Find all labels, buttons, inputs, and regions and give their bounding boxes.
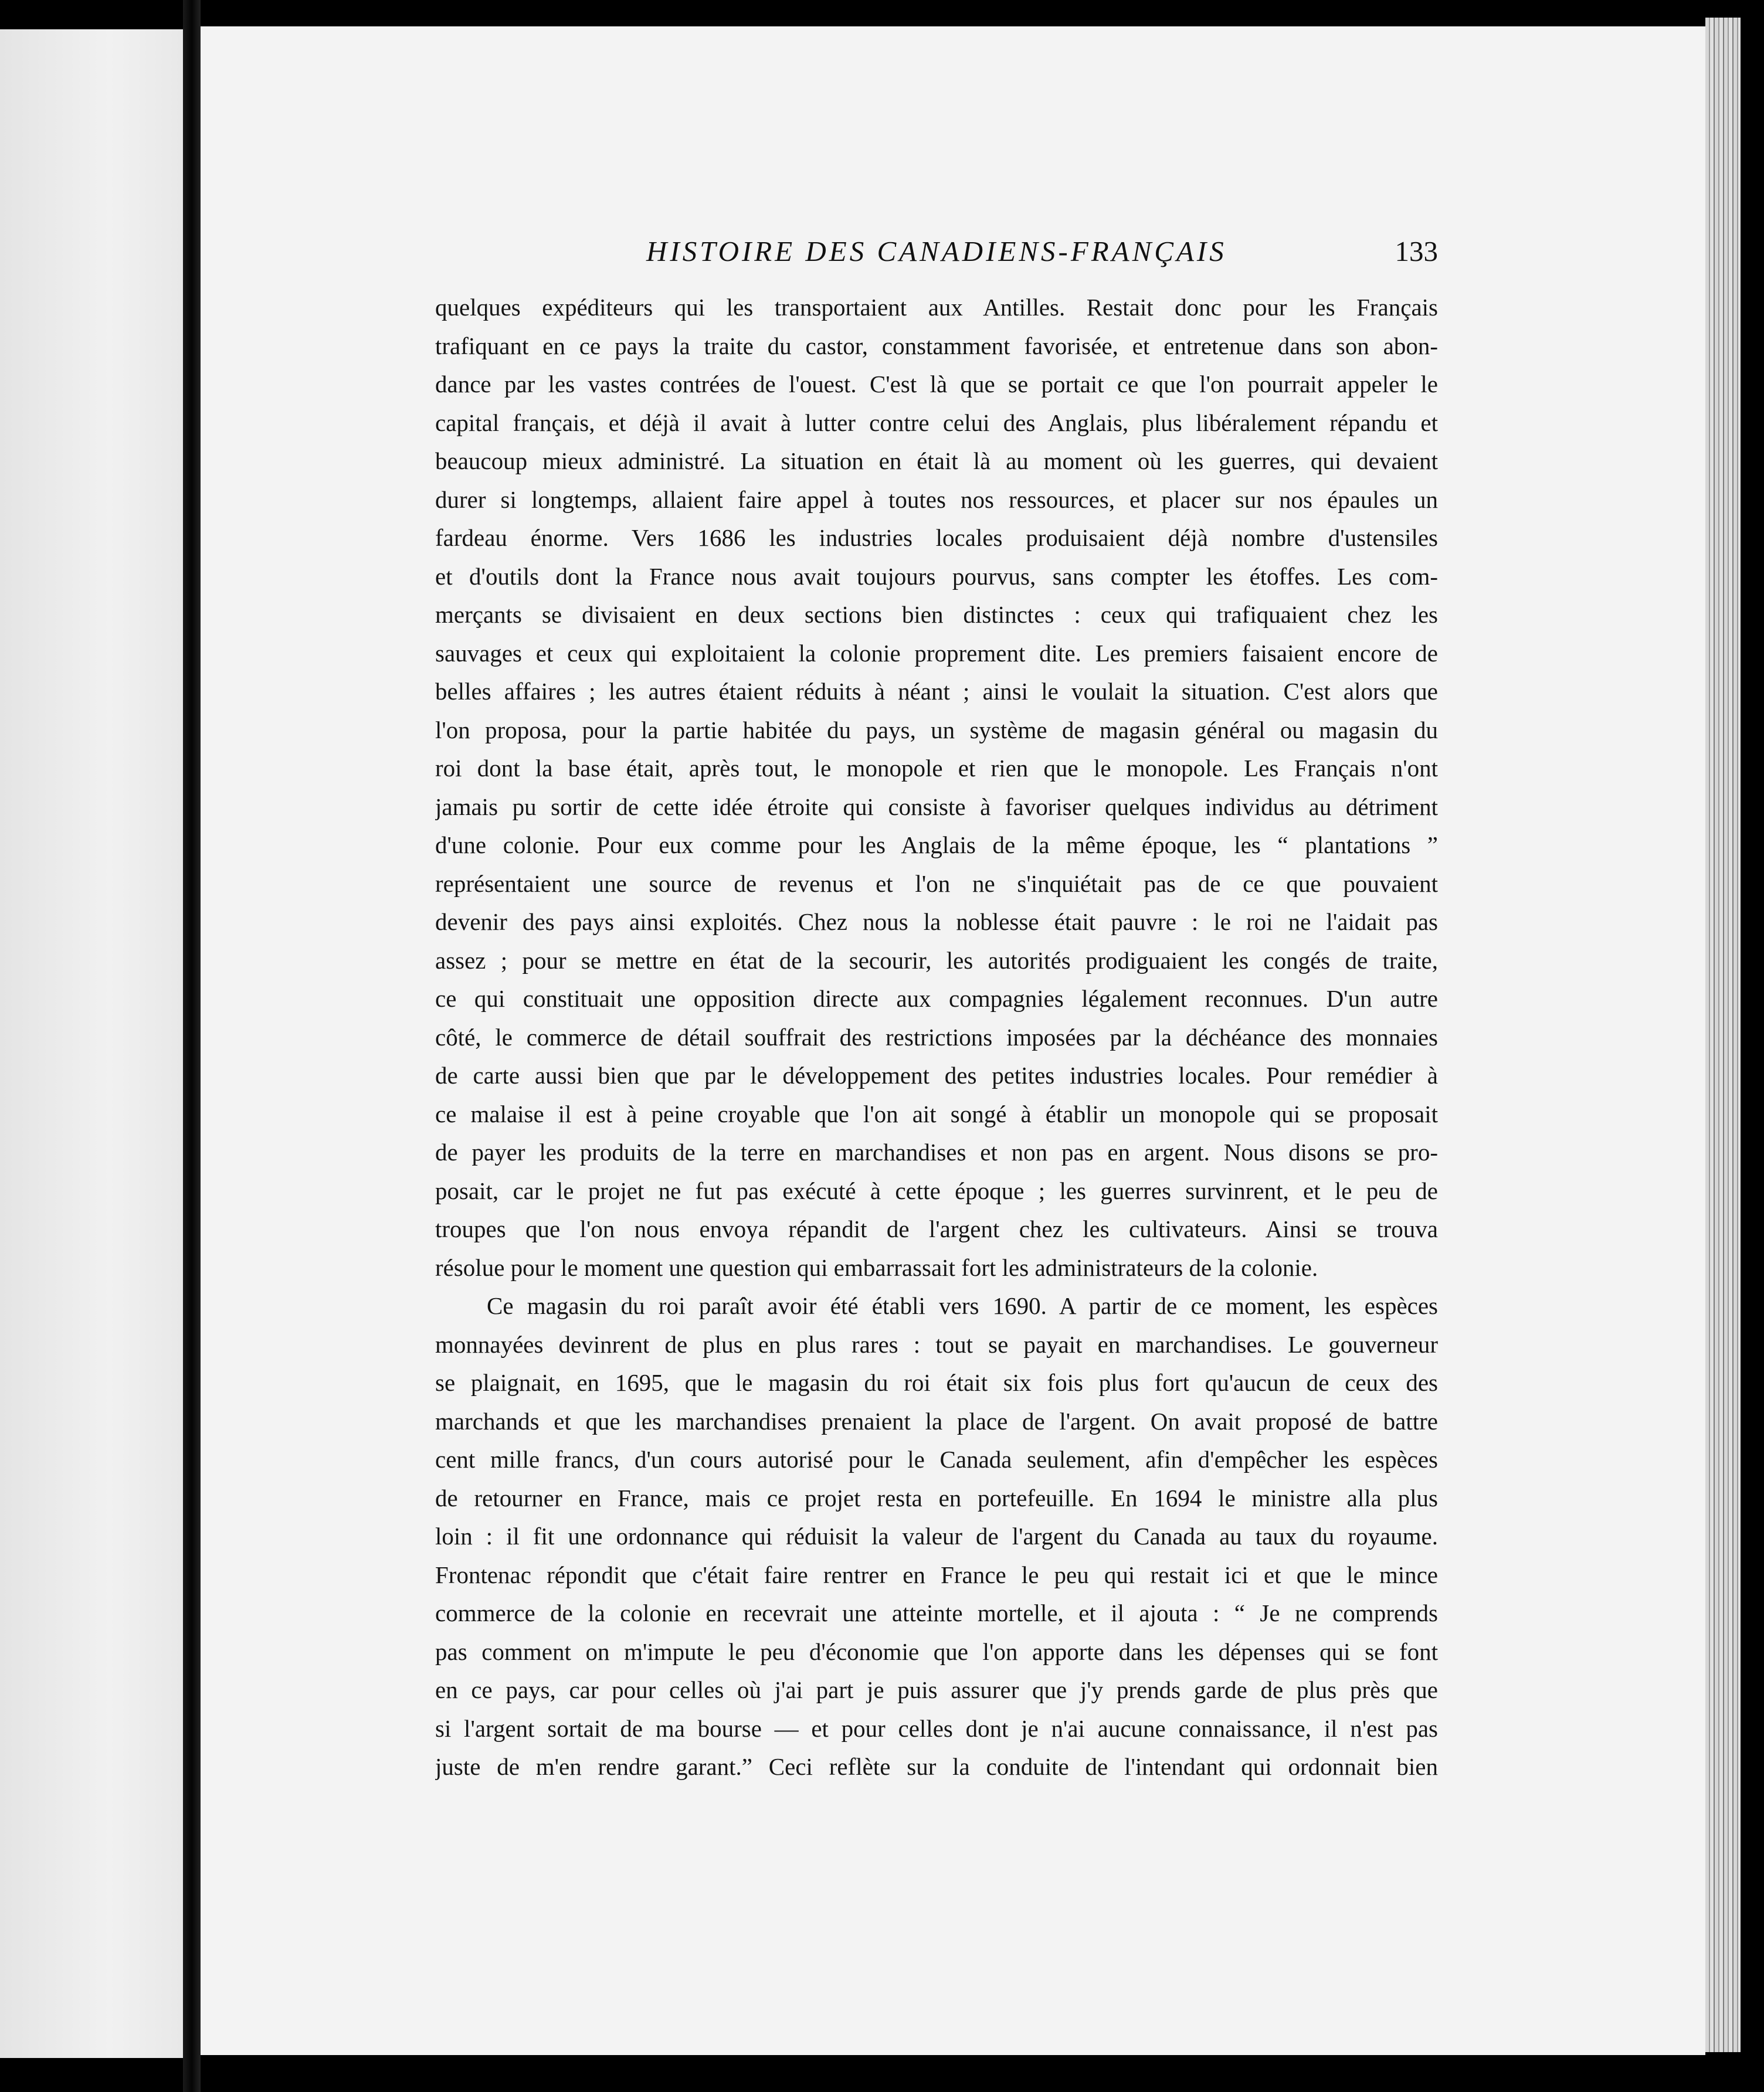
text-line: marchands et que les marchandises prenaient la place de l'argent. On avait proposé de battre [435,1407,1438,1435]
text-line: ce qui constituait une opposition directe aux compagnies légalement reconnues. D'un autre [435,985,1438,1012]
text-line: juste de m'en rendre garant.” Ceci reflète sur la conduite de l'intendant qui ordonnait bien [435,1753,1438,1780]
text-line: loin : il fit une ordonnance qui réduisit la valeur de l'argent du Canada au taux du royaume. [435,1523,1438,1550]
text-line: et d'outils dont la France nous avait toujours pourvus, sans compter les étoffes. Les com- [435,562,1438,590]
text-line: pas comment on m'impute le peu d'économie que l'on apporte dans les dépenses qui se font [435,1638,1438,1665]
text-line: résolue pour le moment une question qui embarrassait fort les administrateurs de la colonie. [435,1254,1318,1281]
text-line: belles affaires ; les autres étaient réduits à néant ; ainsi le voulait la situation. C'est alors que [435,678,1438,705]
text-line: Ce magasin du roi paraît avoir été établi vers 1690. A partir de ce moment, les espèces [487,1292,1438,1319]
text-line: représentaient une source de revenus et l'on ne s'inquiétait pas de ce que pouvaient [435,870,1438,897]
text-line: si l'argent sortait de ma bourse — et pour celles dont je n'ai aucune connaissance, il n'est pas [435,1714,1438,1742]
text-line: posait, car le projet ne fut pas exécuté à cette époque ; les guerres survinrent, et le peu de [435,1177,1438,1204]
text-line: assez ; pour se mettre en état de la secourir, les autorités prodiguaient les congés de traite, [435,946,1438,974]
text-line: jamais pu sortir de cette idée étroite qui consiste à favoriser quelques individus au détriment [435,793,1438,820]
text-line: de payer les produits de la terre en marchandises et non pas en argent. Nous disons se pro- [435,1139,1438,1166]
page-edges [1705,18,1741,2052]
text-line: sauvages et ceux qui exploitaient la colonie proprement dite. Les premiers faisaient encore de [435,639,1438,667]
text-line: se plaignait, en 1695, que le magasin du roi était six fois plus fort qu'aucun de ceux des [435,1369,1438,1396]
body-text [435,288,1438,1787]
text-line: devenir des pays ainsi exploités. Chez nous la noblesse était pauvre : le roi ne l'aidait pas [435,908,1438,935]
scan-border [1741,0,1764,2092]
text-line: beaucoup mieux administré. La situation en était là au moment où les guerres, qui devaient [435,447,1438,474]
text-line: commerce de la colonie en recevrait une atteinte mortelle, et il ajouta : “ Je ne comprends [435,1599,1438,1626]
text-line: en ce pays, car pour celles où j'ai part je puis assurer que j'y prends garde de plus près que [435,1676,1438,1703]
facing-blank-page [0,29,183,2058]
book-gutter [183,0,201,2092]
text-line: trafiquant en ce pays la traite du castor, constamment favorisée, et entretenue dans son abon- [435,332,1438,359]
text-line: côté, le commerce de détail souffrait des restrictions imposées par la déchéance des monnaies [435,1023,1438,1051]
page-header [435,235,1438,276]
text-line: d'une colonie. Pour eux comme pour les Anglais de la même époque, les “ plantations ” [435,831,1438,858]
text-line: cent mille francs, d'un cours autorisé pour le Canada seulement, afin d'empêcher les espèces [435,1446,1438,1473]
text-line: merçants se divisaient en deux sections bien distinctes : ceux qui trafiquaient chez les [435,601,1438,628]
text-line: Frontenac répondit que c'était faire rentrer en France le peu qui restait ici et que le mince [435,1561,1438,1588]
text-line: dance par les vastes contrées de l'ouest. C'est là que se portait ce que l'on pourrait appeler le [435,371,1438,398]
page-number: 133 [1395,235,1438,267]
text-line: troupes que l'on nous envoya répandit de l'argent chez les cultivateurs. Ainsi se trouva [435,1215,1438,1242]
text-line: fardeau énorme. Vers 1686 les industries locales produisaient déjà nombre d'ustensiles [435,524,1438,551]
text-line: roi dont la base était, après tout, le monopole et rien que le monopole. Les Français n'ont [435,755,1438,782]
text-line: de retourner en France, mais ce projet resta en portefeuille. En 1694 le ministre alla plus [435,1484,1438,1512]
running-title: HISTOIRE DES CANADIENS-FRANÇAIS [646,235,1227,267]
text-line: capital français, et déjà il avait à lutter contre celui des Anglais, plus libéralement répandu et [435,409,1438,436]
text-line: l'on proposa, pour la partie habitée du pays, un système de magasin général ou magasin du [435,716,1438,743]
text-line: durer si longtemps, allaient faire appel à toutes nos ressources, et placer sur nos épaules un [435,485,1438,513]
text-line: quelques expéditeurs qui les transportaient aux Antilles. Restait donc pour les Français [435,294,1438,321]
text-line: monnayées devinrent de plus en plus rares : tout se payait en marchandises. Le gouverneur [435,1330,1438,1358]
text-line: ce malaise il est à peine croyable que l'on ait songé à établir un monopole qui se proposait [435,1100,1438,1127]
text-line: de carte aussi bien que par le développement des petites industries locales. Pour remédier à [435,1062,1438,1089]
